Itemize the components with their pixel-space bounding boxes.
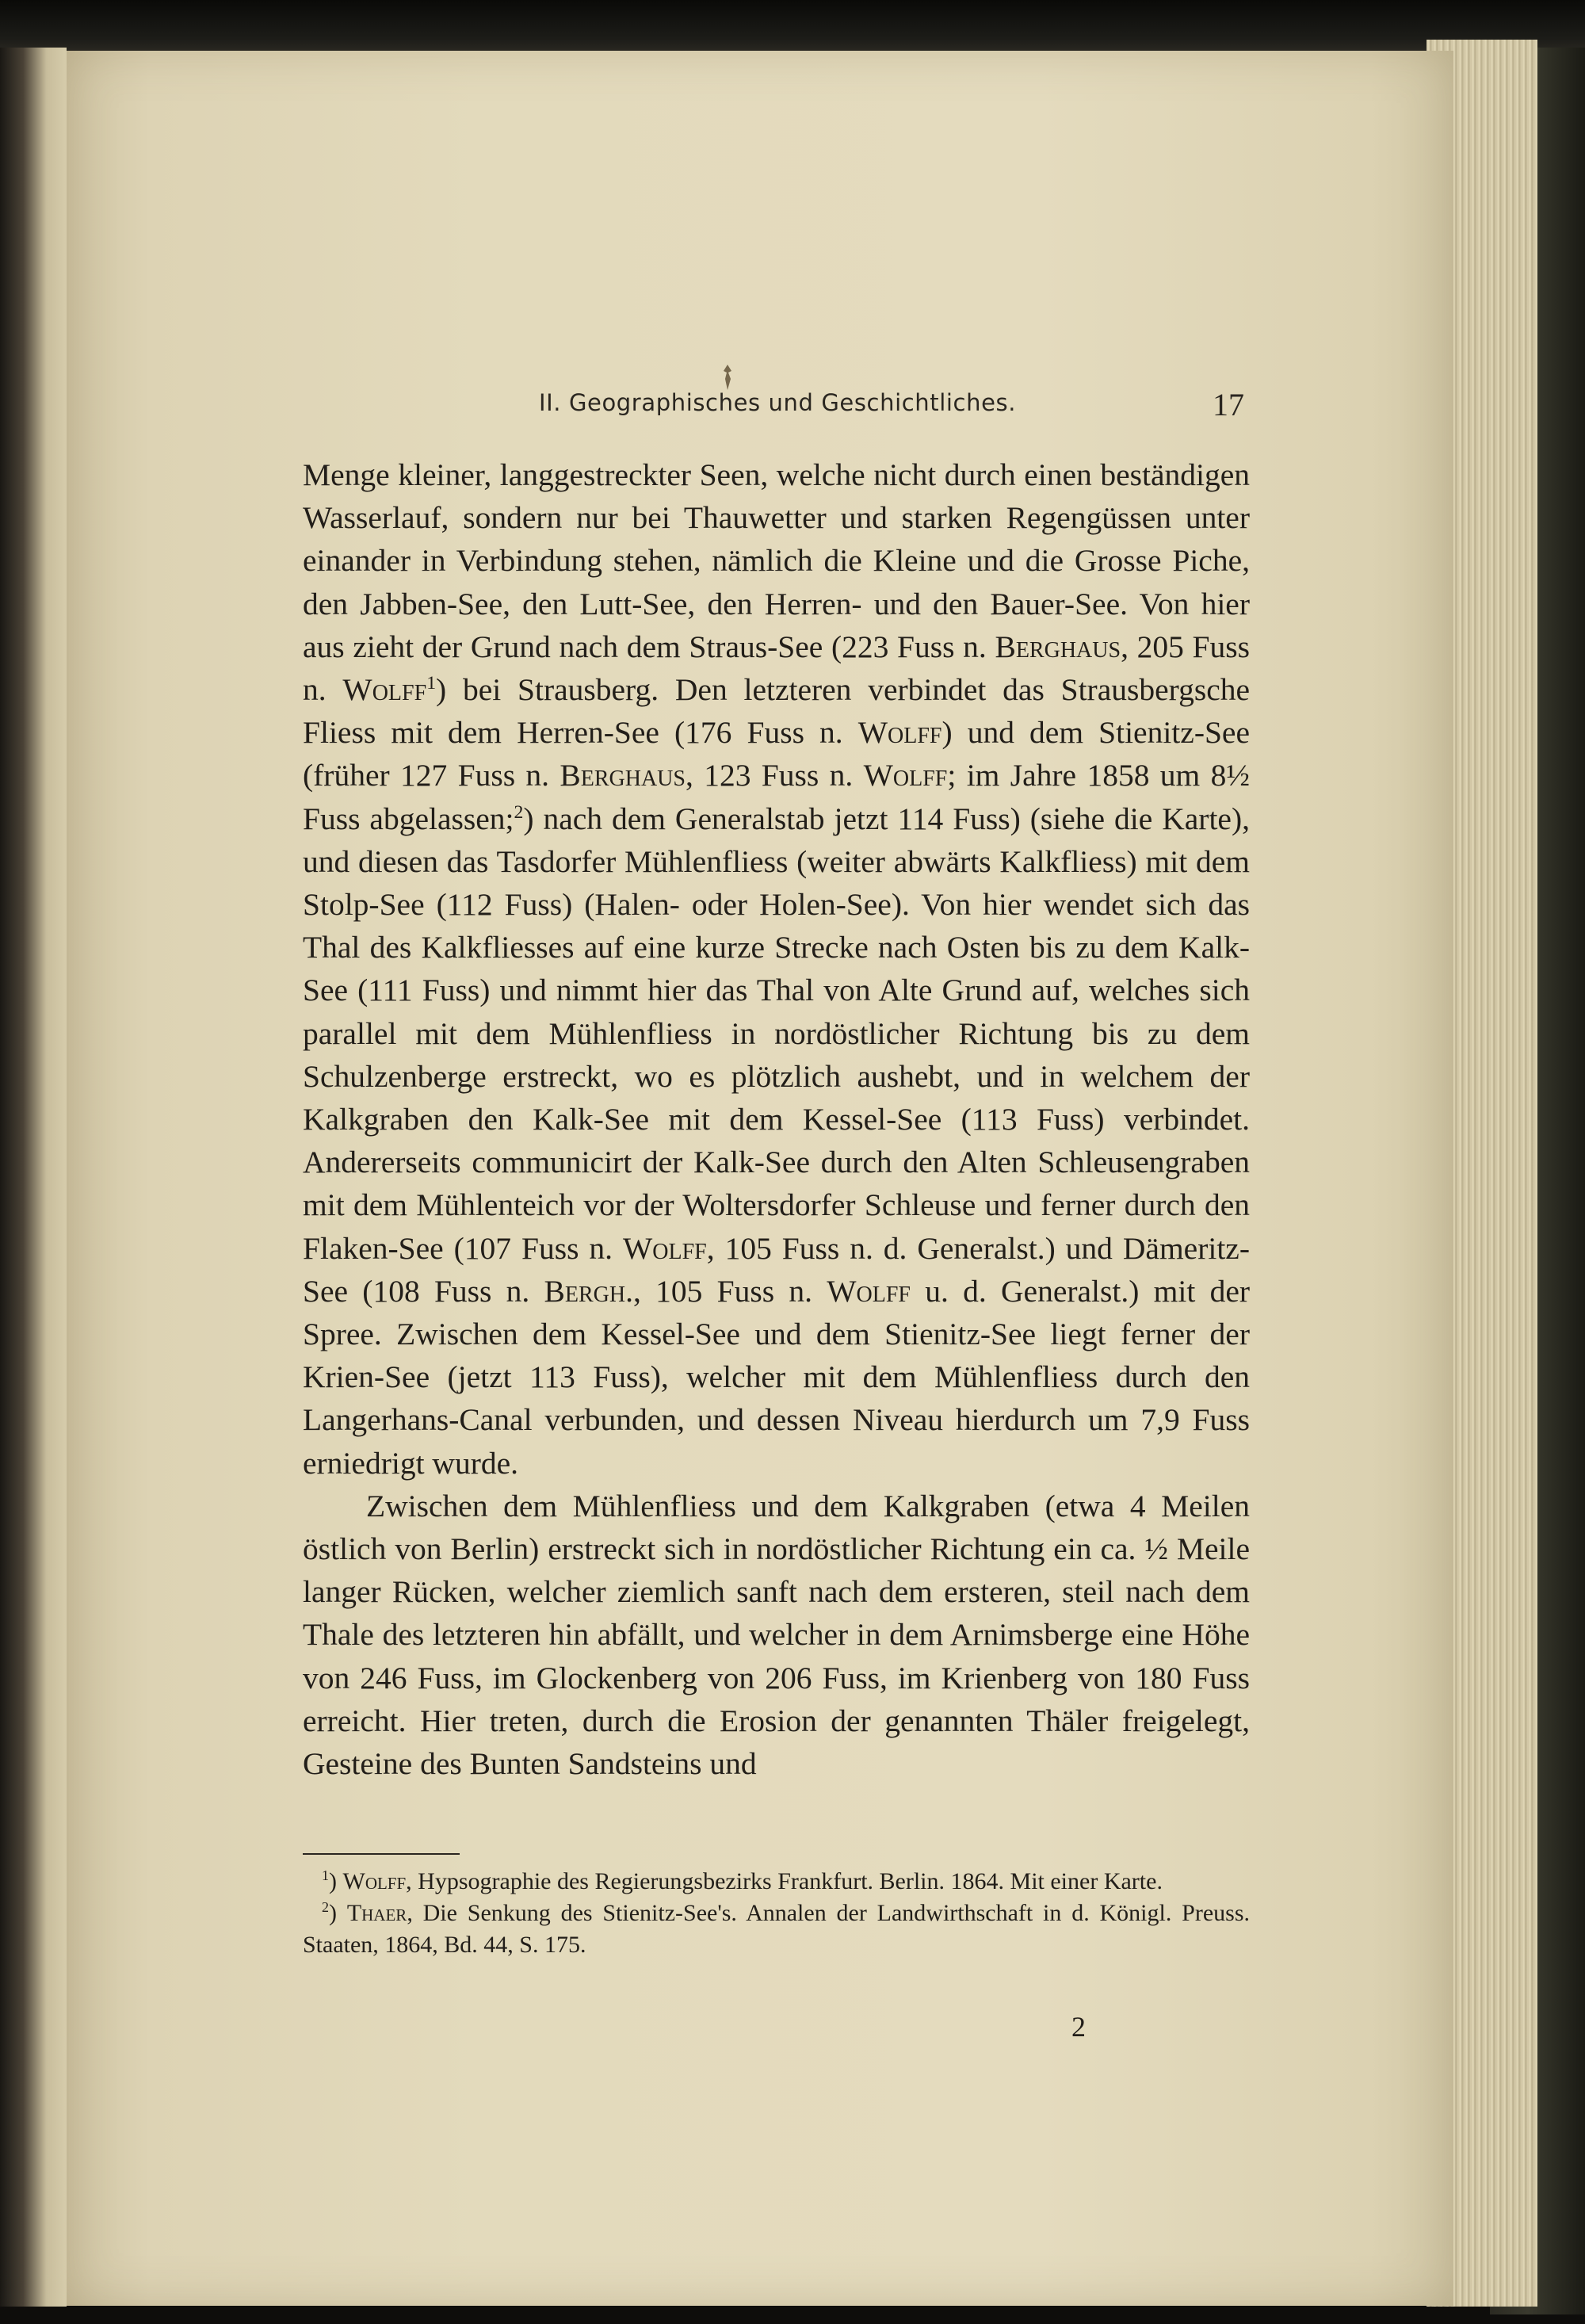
footnote-ref: 2	[514, 801, 524, 823]
page-header	[539, 386, 1244, 426]
paragraph-2: Zwischen dem Mühlenfliess und dem Kalkgraben (etwa 4 Meilen östlich von Berlin) erstreckt sich in nordöstlicher Richtung ein ca. ½ Meile langer Rücken, welcher ziemlich sanft nach dem ersteren, steil nach dem Thale des letzteren hin abfällt, und welcher in dem Arnimsberge eine Höhe von 246 Fuss, im Glockenberg von 206 Fuss, im Krienberg von 180 Fuss erreicht. Hier treten, durch die Erosion der genannten Thäler freigelegt, Gesteine des Bunten Sandsteins und	[303, 1488, 1250, 1782]
author-name: Wolff	[857, 715, 942, 751]
previous-page-edge	[0, 48, 67, 2307]
book-page	[67, 51, 1453, 2306]
author-name: Berghaus	[560, 758, 686, 793]
text-run: ) und dem Stienitz-See (früher 127 Fuss n.	[303, 715, 1251, 793]
text-run: , 205 Fuss n.	[303, 629, 1251, 708]
footnote-mark: 2	[322, 1899, 329, 1915]
footnote-ref: 1	[426, 672, 437, 694]
text-run: ; im Jahre 1858 um 8½ Fuss abgelassen;	[303, 758, 1250, 836]
footnote-1: $^1$) Wolff, Hypsographie des Regierungsbezirks Frankfurt. Berlin. 1864. Mit einer Karte.	[322, 1867, 1163, 1894]
text-run: ) nach dem Generalstab jetzt 114 Fuss) (siehe die Karte), und diesen das Tasdorfer Mühlenfliess (weiter abwärts Kalkfliess) mit dem Stolp-See (112 Fuss) (Halen- oder Holen-See). Von hier wendet sich das Thal des Kalkfliesses auf eine kurze Strecke nach Osten bis zu dem Kalk-See (111 Fuss) und nimmt hier das Thal von Alte Grund auf, welches sich parallel mit dem Mühlenfliess in nordöstlicher Richtung bis zu dem Schulzenberge erstreckt, wo es plötzlich aushebt, und in welchem der Kalkgraben den Kalk-See mit dem Kessel-See (113 Fuss) verbindet. Andererseits communicirt der Kalk-See durch den Alten Schleusengraben mit dem Mühlenteich vor der Woltersdorfer Schleuse und ferner durch den Flaken-See (107 Fuss n.	[303, 801, 1250, 1266]
author-name: Wolff	[827, 1273, 911, 1309]
author-name: Wolff	[623, 1230, 707, 1266]
body-text	[303, 453, 1250, 1785]
text-run: , 105 Fuss n. d. Generalst.) und Dämeritz-See (108 Fuss n.	[303, 1230, 1250, 1309]
paragraph-1	[303, 453, 1250, 1485]
text-run: , 105 Fuss n.	[633, 1273, 827, 1309]
binding-top-band	[0, 0, 1585, 55]
text-run: Menge kleiner, langgestreckter Seen, welche nicht durch einen beständigen Wasserlauf, sondern nur bei Thauwetter und starken Regengüssen unter einander in Verbindung stehen, nämlich die Kleine und die Grosse Piche, den Jabben-See, den Lutt-See, den Herren- und den Bauer-See. Von hier aus zieht der Grund nach dem Straus-See (223 Fuss n.	[303, 457, 1250, 664]
author-name: Wolff	[863, 758, 948, 793]
footnote-divider	[303, 1853, 460, 1855]
page-number: 17	[1213, 387, 1244, 422]
footnote-mark: 1	[322, 1867, 329, 1883]
footnote-author: Thaer	[346, 1900, 407, 1926]
signature-mark: 2	[1071, 2011, 1086, 2043]
text-run: u. d. Generalst.) mit der Spree. Zwischen dem Kessel-See und dem Stienitz-See liegt ferner der Krien-See (jetzt 113 Fuss), welcher mit dem Mühlenfliess durch den Langerhans-Canal verbunden, und dessen Niveau hierdurch um 7,9 Fuss erniedrigt wurde.	[303, 1273, 1251, 1481]
running-head: II. Geographisches und Geschichtliches.	[539, 389, 1017, 416]
footnote-2: $^2$) Thaer, Die Senkung des Stienitz-See's. Annalen der Landwirthschaft in d. Königl. Preuss. Staaten, 1864, Bd. 44, S. 175.	[303, 1899, 1250, 1958]
author-name: Wolff	[342, 672, 427, 708]
footnote-text: , Hypsographie des Regierungsbezirks Frankfurt. Berlin. 1864. Mit einer Karte.	[406, 1868, 1163, 1894]
author-name: Bergh.	[544, 1273, 633, 1309]
text-run: ) bei Strausberg. Den letzteren verbindet das Strausbergsche Fliess mit dem Herren-See (176 Fuss n.	[303, 672, 1251, 751]
footnote-text: , Die Senkung des Stienitz-See's. Annalen der Landwirthschaft in d. Königl. Preuss. Staaten, 1864, Bd. 44, S. 175.	[303, 1900, 1250, 1958]
text-run: , 123 Fuss n.	[685, 758, 864, 793]
footnote-author: Wolff	[342, 1868, 407, 1894]
author-name: Berghaus	[995, 629, 1121, 664]
footnotes	[303, 1866, 1250, 1961]
